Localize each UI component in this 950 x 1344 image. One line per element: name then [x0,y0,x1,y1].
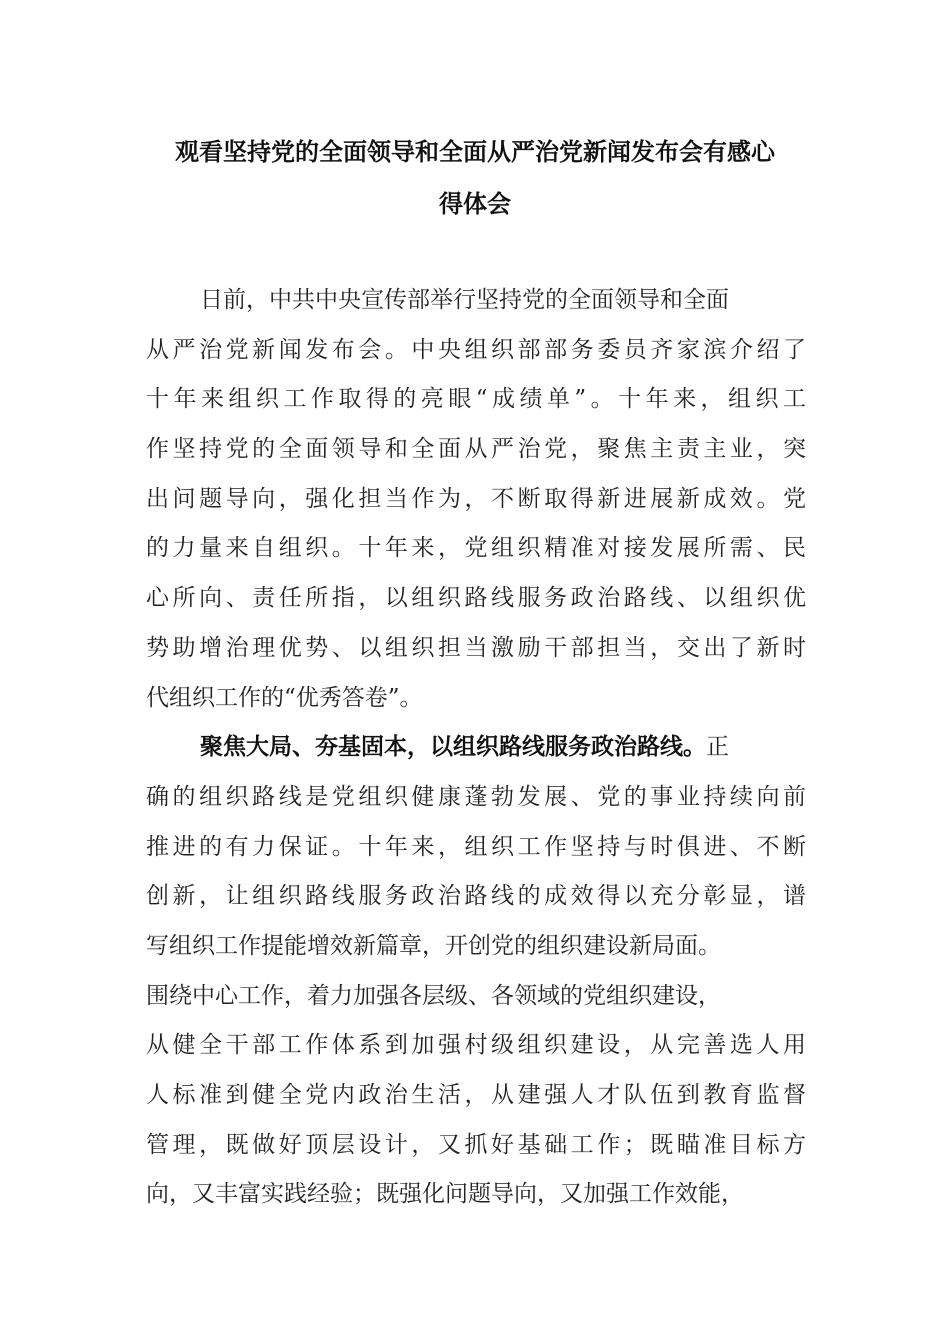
paragraph-2-line: 写组织工作提能增效新篇章，开创党的组织建设新局面。 [146,932,721,959]
paragraph-1-line: 的力量来自组织。十年来，党组织精准对接发展所需、民 [146,535,806,562]
title-line-2: 得体会 [439,190,511,218]
paragraph-2-first-line [146,723,806,773]
document-body [146,276,806,1220]
paragraph-1-line: 从严治党新闻发布会。中央组织部部务委员齐家滨介绍了 [146,336,806,363]
paragraph-1-line: 代组织工作的“优秀答卷”。 [146,684,423,711]
paragraph-2-line: 确的组织路线是党组织健康蓬勃发展、党的事业持续向前 [146,783,806,810]
paragraph-2-line: 人标准到健全党内政治生活，从建强人才队伍到教育监督 [146,1082,806,1108]
paragraph-2-heading: 聚焦大局、夯基固本，以组织路线服务政治路线。 [200,734,706,761]
document-title [130,126,820,230]
title-line-1: 观看坚持党的全面领导和全面从严治党新闻发布会有感心 [175,138,775,166]
paragraph-2-line: 向，又丰富实践经验；既强化问题导向，又加强工作效能， [146,1181,744,1208]
paragraph-2-line: 推进的有力保证。十年来，组织工作坚持与时俱进、不断 [146,833,806,860]
paragraph-1-line: 心所向、责任所指，以组织路线服务政治路线、以组织优 [146,585,806,612]
paragraph-1-line: 十年来组织工作取得的亮眼“成绩单”。十年来，组织工 [146,386,806,413]
paragraph-1-line: 日前，中共中央宣传部举行坚持党的全面领导和全面 [200,287,729,313]
paragraph-1-line: 出问题导向，强化担当作为，不断取得新进展新成效。党 [146,485,806,512]
paragraph-1-line: 势助增治理优势、以组织担当激励干部担当，交出了新时 [146,634,806,661]
paragraph-1-line: 作坚持党的全面领导和全面从严治党，聚焦主责主业，突 [146,436,806,463]
paragraph-2-line: 从健全干部工作体系到加强村级组织建设，从完善选人用 [146,1032,806,1059]
paragraph-2-line: 围绕中心工作，着力加强各层级、各领域的党组织建设， [146,982,721,1009]
paragraph-2-line: 创新，让组织路线服务政治路线的成效得以充分彰显，谱 [146,883,806,910]
paragraph-2-line: 管理，既做好顶层设计，又抓好基础工作；既瞄准目标方 [146,1131,806,1158]
paragraph-2-first-tail: 正 [706,734,729,761]
